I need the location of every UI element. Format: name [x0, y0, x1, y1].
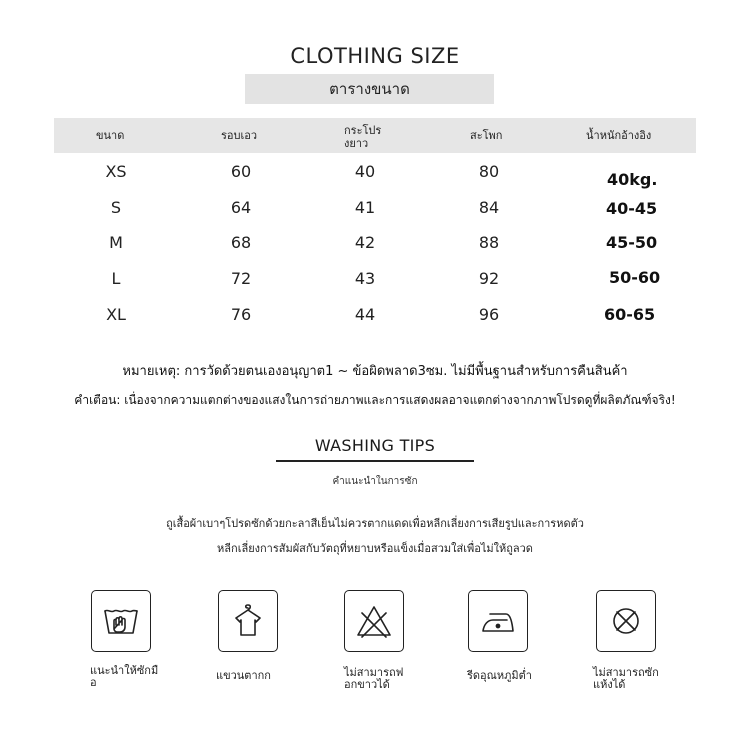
hip-cell: 92 [478, 269, 500, 288]
weight-cell: 60-65 [604, 305, 656, 324]
hand-wash-icon [91, 590, 151, 652]
size-cell: XL [106, 305, 126, 324]
length-cell: 40 [354, 162, 376, 181]
size-cell: M [109, 233, 123, 252]
washing-tips-subtitle: คำแนะนำในการซัก [332, 476, 418, 487]
length-cell: 43 [354, 269, 376, 288]
no-tumble-dry-label: ไม่สามารถซัก แห้งได้ [593, 666, 659, 691]
no-bleach-label: ไม่สามารถฟ อกขาวได้ [344, 666, 404, 691]
size-cell: S [110, 198, 122, 217]
length-cell: 42 [354, 233, 376, 252]
size-chart-subtitle-text: ตารางขนาด [329, 80, 410, 98]
waist-cell: 64 [230, 198, 252, 217]
waist-cell: 68 [230, 233, 252, 252]
hang-dry-icon [218, 590, 278, 652]
hip-cell: 96 [478, 305, 500, 324]
length-cell: 44 [354, 305, 376, 324]
size-cell: XS [105, 162, 127, 181]
length-cell: 41 [354, 198, 376, 217]
no-tumble-dry-icon [596, 590, 656, 652]
size-chart-subtitle [245, 74, 494, 104]
hang-dry-label: แขวนตากก [216, 669, 271, 682]
washing-tip-2: หลีกเลี่ยงการสัมผัสกับวัตถุที่หยาบหรือแข็งเมื่อสวมใส่เพื่อไม่ให้ถูลวด [217, 542, 533, 555]
hip-cell: 84 [478, 198, 500, 217]
title-underline [276, 460, 474, 462]
hand-wash-label: แนะนำให้ซักมื อ [90, 664, 159, 689]
header-waist: รอบเอว [221, 129, 258, 142]
waist-cell: 72 [230, 269, 252, 288]
size-cell: L [111, 269, 121, 288]
header-size: ขนาด [96, 129, 125, 142]
low-iron-label: รีดอุณหภูมิต่ำ [467, 669, 532, 682]
washing-tips-title: WASHING TIPS [314, 436, 436, 455]
table-header [54, 118, 696, 153]
hip-cell: 80 [478, 162, 500, 181]
washing-tip-1: ถูเสื้อผ้าเบาๆโปรดซักด้วยกะลาสีเย็นไม่ควรตากแดดเพื่อหลีกเลี่ยงการเสียรูปและการหดตัว [166, 517, 584, 530]
waist-cell: 76 [230, 305, 252, 324]
header-hip: สะโพก [470, 129, 503, 142]
header-length: กระโปร งยาว [344, 124, 382, 150]
no-bleach-icon [344, 590, 404, 652]
page-title: CLOTHING SIZE [290, 44, 460, 68]
weight-cell: 40kg. [607, 170, 658, 189]
weight-cell: 45-50 [606, 233, 658, 252]
hip-cell: 88 [478, 233, 500, 252]
weight-cell: 40-45 [606, 199, 658, 218]
low-iron-icon [468, 590, 528, 652]
weight-cell: 50-60 [609, 268, 661, 287]
measurement-remark: หมายเหตุ: การวัดด้วยตนเองอนุญาต1 ~ ข้อผิดพลาด3ซม. ไม่มีพื้นฐานสำหรับการคืนสินค้า [122, 364, 628, 379]
color-warning: คำเตือน: เนื่องจากความแตกต่างของแสงในการถ่ายภาพและการแสดงผลอาจแตกต่างจากภาพโปรดดูที่ผลิตภัณฑ์จริง! [74, 393, 676, 407]
header-weight: น้ำหนักอ้างอิง [586, 129, 652, 142]
waist-cell: 60 [230, 162, 252, 181]
